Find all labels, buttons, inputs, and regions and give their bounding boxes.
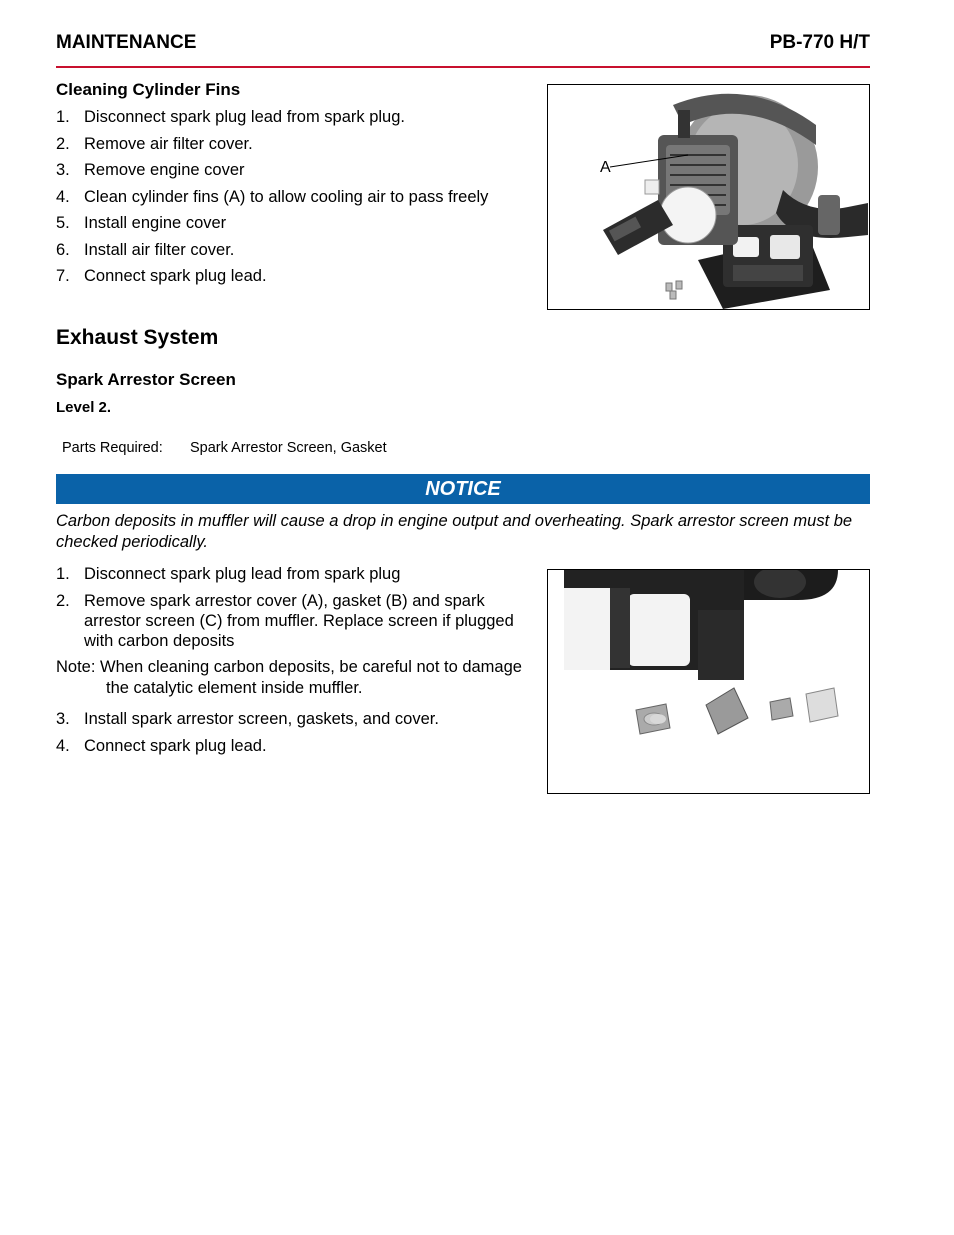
- cylinder-fins-figure: [547, 84, 870, 310]
- figure-label-a: A: [600, 159, 611, 176]
- notice-banner: NOTICE: [56, 474, 870, 504]
- parts-value: Spark Arrestor Screen, Gasket: [190, 440, 387, 456]
- list-item: 2. Remove air filter cover.: [56, 134, 253, 153]
- list-item: 1. Disconnect spark plug lead from spark plug.: [56, 108, 405, 126]
- engine-illustration: [548, 85, 869, 309]
- parts-label: Parts Required:: [62, 440, 163, 456]
- spark-arrestor-steps-b: [56, 709, 536, 756]
- spark-arrestor-steps-a: [56, 564, 536, 651]
- cylinder-fins-heading: Cleaning Cylinder Fins: [56, 80, 241, 99]
- spark-arrestor-illustration: [548, 570, 869, 793]
- exhaust-system-heading: Exhaust System: [56, 326, 219, 349]
- spark-arrestor-figure: [547, 569, 870, 794]
- list-item: 1. Disconnect spark plug lead from spark plug: [56, 565, 401, 583]
- model-number: PB-770 H/T: [769, 32, 870, 53]
- list-item: 4. Connect spark plug lead.: [56, 736, 267, 755]
- cylinder-fins-steps: [56, 107, 536, 286]
- list-item: 5. Install engine cover: [56, 214, 227, 232]
- list-item: 3. Install spark arrestor screen, gaskets, and cover.: [56, 710, 439, 728]
- carbon-note: Note: When cleaning carbon deposits, be careful not to damage the catalytic element inside muffler.: [56, 658, 522, 697]
- spark-arrestor-heading: Spark Arrestor Screen: [56, 370, 236, 389]
- notice-text: Carbon deposits in muffler will cause a drop in engine output and overheating. Spark arrestor screen must be checked periodically.: [56, 512, 853, 551]
- section-title: MAINTENANCE: [56, 32, 197, 53]
- list-item: 2. Remove spark arrestor cover (A), gasket (B) and spark arrestor screen (C) from muffler. Replace screen if plugged with carbon deposits: [56, 591, 514, 650]
- list-item: 7. Connect spark plug lead.: [56, 267, 267, 285]
- spark-arrestor-level: Level 2.: [56, 399, 112, 416]
- spark-arrestor-parts: [62, 440, 387, 456]
- list-item: 6. Install air filter cover.: [56, 240, 235, 259]
- header-rule: [56, 66, 870, 68]
- list-item: 4. Clean cylinder fins (A) to allow cooling air to pass freely: [56, 187, 489, 206]
- list-item: 3. Remove engine cover: [56, 161, 245, 179]
